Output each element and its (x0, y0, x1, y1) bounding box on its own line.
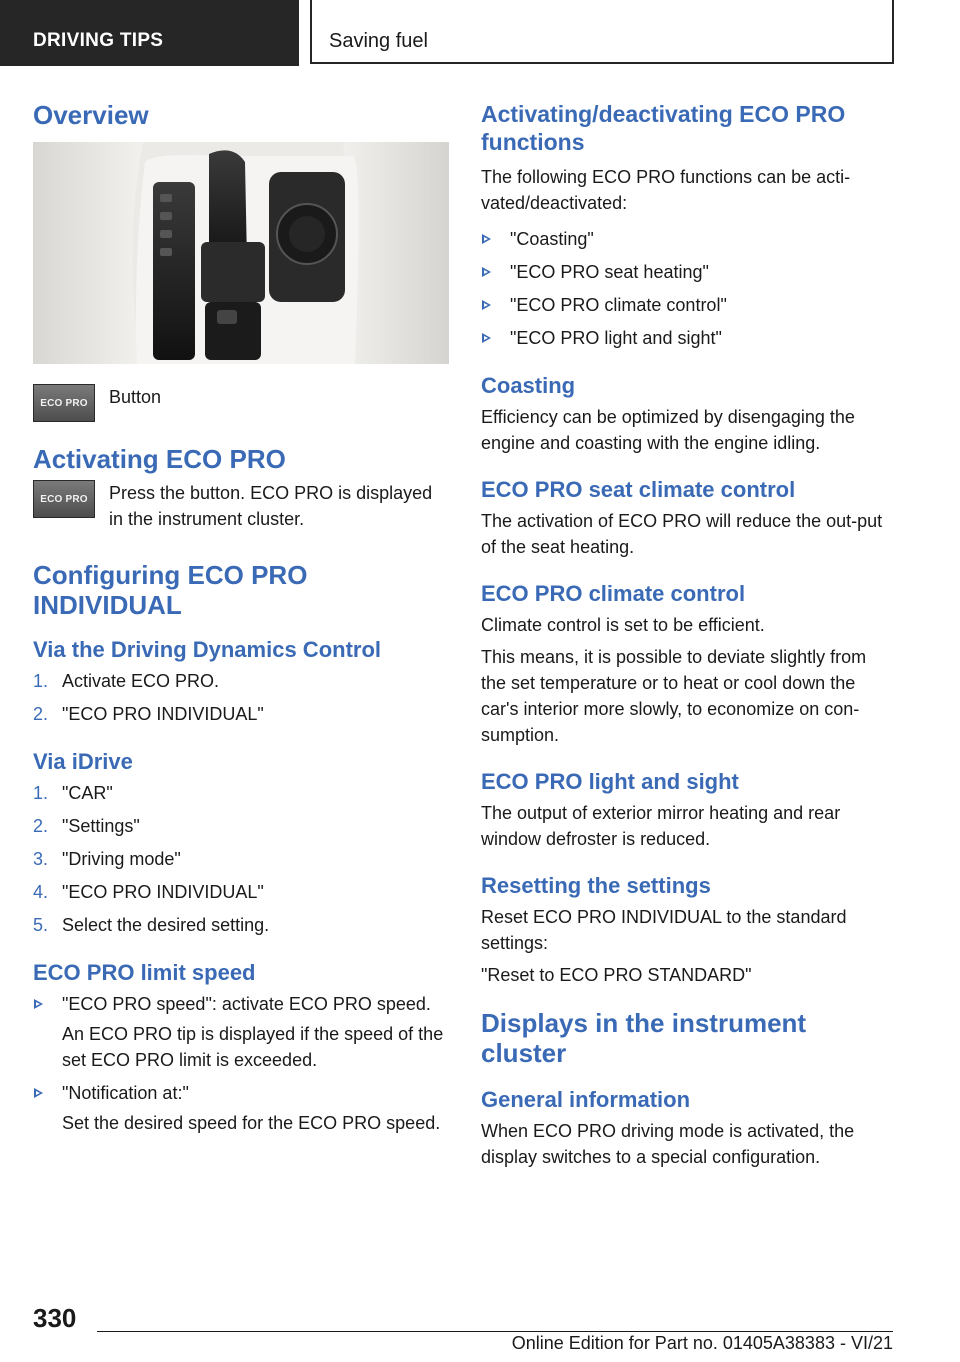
via-ddc-heading: Via the Driving Dynamics Control (33, 637, 382, 662)
list-item: "ECO PRO speed": activate ECO PRO speed. An ECO PRO tip is displayed if the speed of the set ECO PRO limit is exceeded. (33, 991, 449, 1073)
edition-note: Online Edition for Part no. 01405A38383 - VI/21 (511, 1333, 893, 1353)
list-item: "ECO PRO climate control" (481, 292, 893, 318)
topic-title: Saving fuel (329, 30, 428, 52)
seat-climate-text: The activation of ECO PRO will reduce the out-put of the seat heating. (481, 511, 883, 557)
activating-text: Press the button. ECO PRO is displayed in the instrument cluster. (109, 483, 433, 529)
resetting-text-1: Reset ECO PRO INDIVIDUAL to the standard settings: (481, 907, 847, 953)
triangle-bullet-icon (34, 1088, 43, 1098)
list-item: 1. "CAR" (33, 783, 113, 803)
triangle-bullet-icon (482, 234, 491, 244)
seat-climate-heading: ECO PRO seat climate control (481, 477, 796, 502)
center-console-illustration (33, 142, 449, 364)
coasting-heading: Coasting (481, 373, 576, 398)
climate-text-1: Climate control is set to be efficient. (481, 615, 765, 635)
activating-row (33, 480, 449, 532)
list-item: "Coasting" (481, 226, 893, 252)
section-title: DRIVING TIPS (33, 30, 164, 51)
climate-text-2: This means, it is possible to deviate slightly from the set temperature or to heat or cool down the car's interior more slowly, to economize on con-sumption. (481, 647, 867, 745)
button-caption: Button (109, 387, 162, 407)
list-item: "ECO PRO seat heating" (481, 259, 893, 285)
overview-heading: Overview (33, 100, 149, 130)
list-item: 3. "Driving mode" (33, 849, 181, 869)
center-console-photo (33, 142, 449, 364)
via-idrive-heading: Via iDrive (33, 749, 133, 774)
triangle-bullet-icon (34, 999, 43, 1009)
list-item: 5. Select the desired setting. (33, 915, 270, 935)
light-sight-text: The output of exterior mirror heating and rear window defroster is reduced. (481, 803, 841, 849)
list-item: 1. Activate ECO PRO. (33, 671, 220, 691)
functions-list (481, 226, 893, 351)
eco-pro-button-icon: ECO PRO (33, 384, 95, 422)
activating-eco-pro-heading: Activating ECO PRO (33, 444, 286, 474)
triangle-bullet-icon (482, 267, 491, 277)
limit-speed-heading: ECO PRO limit speed (33, 960, 256, 985)
activating-functions-text: The following ECO PRO functions can be acti-vated/deactivated: (481, 167, 851, 213)
footer-divider (97, 1331, 893, 1332)
configuring-heading: Configuring ECO PRO INDIVIDUAL (33, 560, 308, 620)
displays-heading: Displays in the instrument cluster (481, 1008, 807, 1068)
activating-functions-heading: Activating/deactivating ECO PRO functions (481, 101, 846, 155)
page-number: 330 (33, 1303, 77, 1333)
resetting-heading: Resetting the settings (481, 873, 711, 898)
eco-pro-button-icon: ECO PRO (33, 480, 95, 518)
triangle-bullet-icon (482, 300, 491, 310)
general-info-text: When ECO PRO driving mode is activated, the display switches to a special configuration. (481, 1121, 855, 1167)
climate-control-heading: ECO PRO climate control (481, 581, 746, 606)
resetting-text-2: "Reset to ECO PRO STANDARD" (481, 965, 752, 985)
general-info-heading: General information (481, 1087, 691, 1112)
via-ddc-steps (33, 668, 449, 727)
list-item: "ECO PRO light and sight" (481, 325, 893, 351)
button-legend (33, 384, 449, 422)
section-header (0, 0, 299, 66)
list-item: "Notification at:" Set the desired speed for the ECO PRO speed. (33, 1080, 449, 1136)
limit-speed-list (33, 991, 449, 1136)
right-column (481, 100, 893, 1170)
topic-header (310, 0, 894, 64)
via-idrive-steps (33, 780, 449, 938)
triangle-bullet-icon (482, 333, 491, 343)
left-column (33, 100, 449, 1143)
list-item: 2. "ECO PRO INDIVIDUAL" (33, 704, 264, 724)
list-item: 2. "Settings" (33, 816, 140, 836)
light-sight-heading: ECO PRO light and sight (481, 769, 739, 794)
list-item: 4. "ECO PRO INDIVIDUAL" (33, 882, 264, 902)
coasting-text: Efficiency can be optimized by disengaging the engine and coasting with the engine idling. (481, 407, 855, 453)
